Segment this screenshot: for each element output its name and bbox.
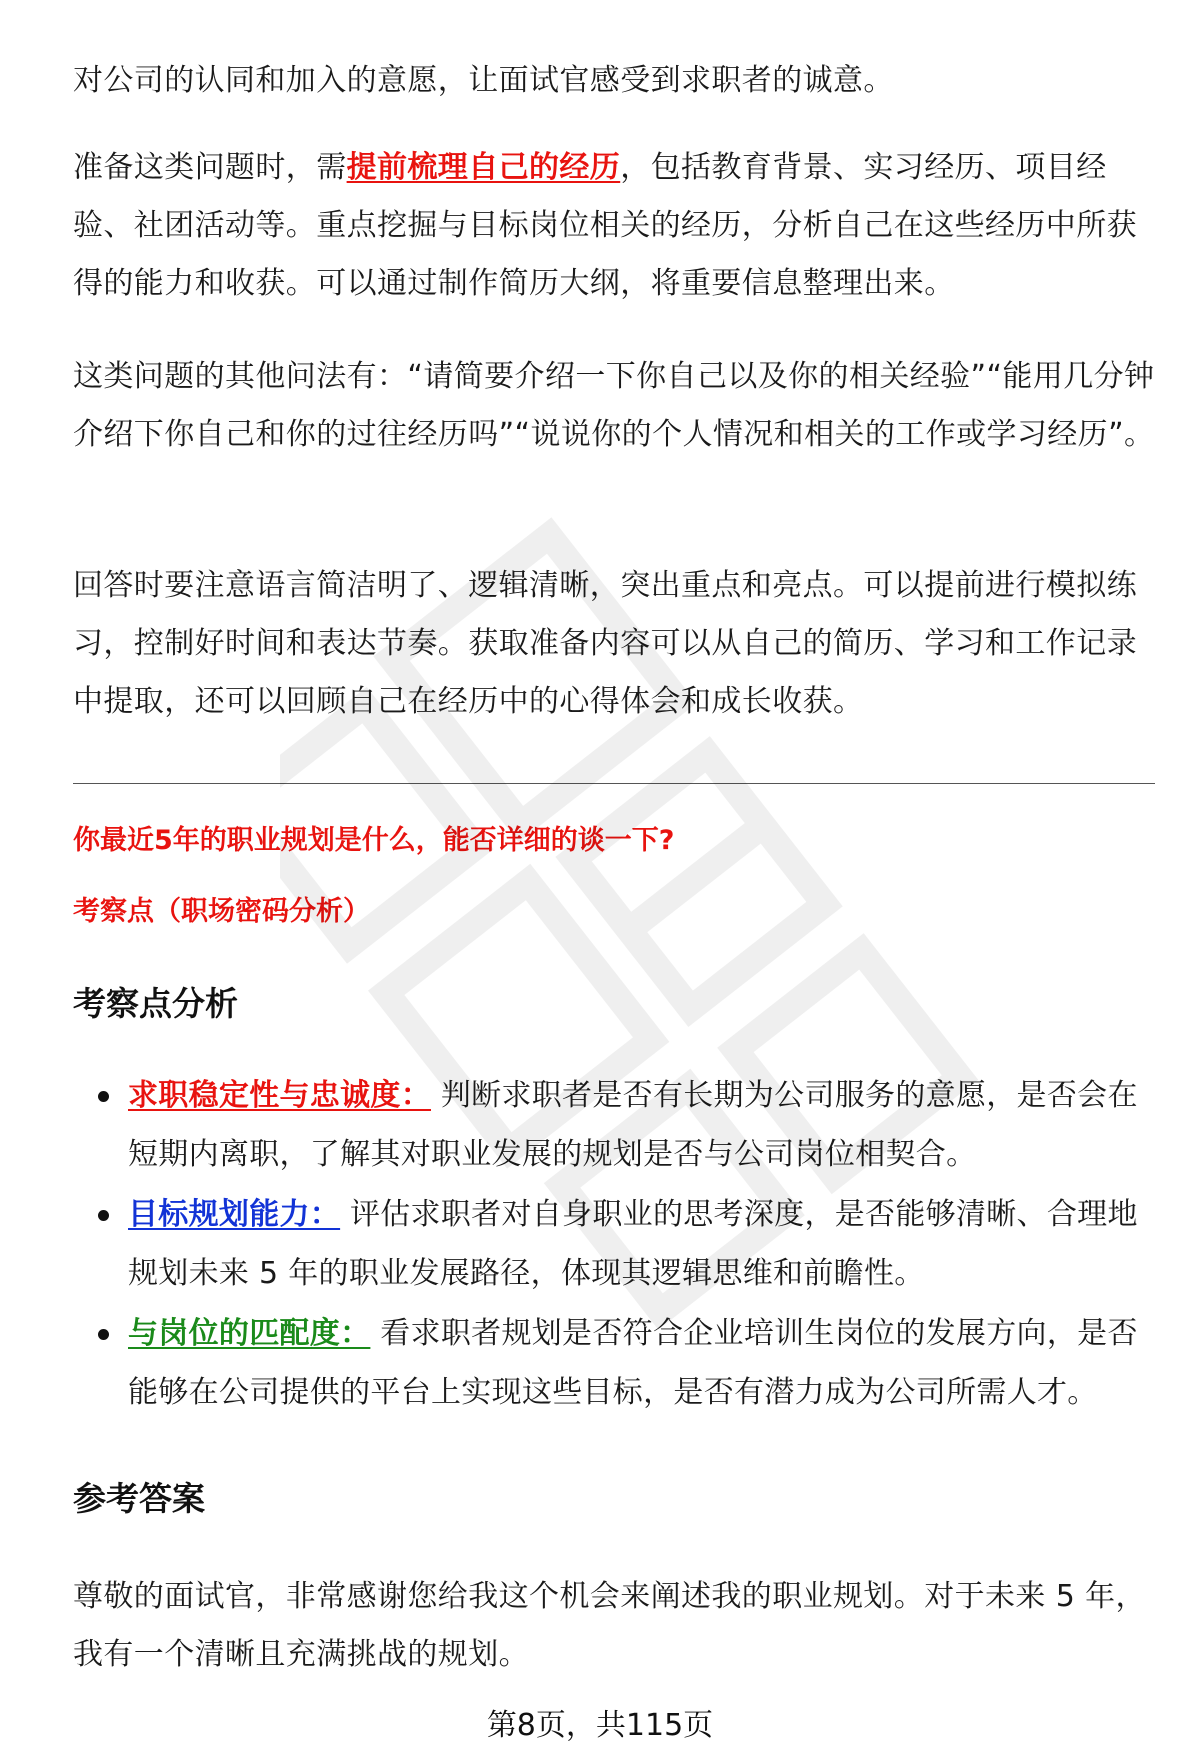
paragraph: 这类问题的其他问法有：“请简要介绍一下你自己以及你的相关经验”“能用几分钟介绍下你自己和你的过往经历吗”“说说你的个人情况和相关的工作或学习经历”。 — [73, 359, 1155, 452]
highlighted-phrase: 提前梳理自己的经历 — [346, 150, 621, 185]
bullet-icon — [98, 1210, 109, 1221]
list-item — [73, 1066, 1155, 1184]
list-item — [73, 1185, 1155, 1303]
point-label: 目标规划能力： — [128, 1197, 341, 1232]
answer-paragraph: 尊敬的面试官，非常感谢您给我这个机会来阐述我的职业规划。对于未来 5 年，我有一个清晰且充满挑战的规划。 — [73, 1579, 1146, 1672]
point-label: 求职稳定性与忠诚度： — [128, 1078, 431, 1113]
paragraph: 回答时要注意语言简洁明了、逻辑清晰，突出重点和亮点。可以提前进行模拟练习，控制好时间和表达节奏。获取准备内容可以从自己的简历、学习和工作记录中提取，还可以回顾自己在经历中的心得体会和成长收获。 — [73, 568, 1137, 719]
paragraph-text: ，包括教育背景、实习经历、项目经验、社团活动等。重点挖掘与目标岗位相关的经历，分析自己在这些经历中所获得的能力和收获。可以通过制作简历大纲，将重要信息整理出来。 — [73, 150, 1137, 301]
page-number: 第8页，共115页 — [486, 1708, 714, 1743]
point-label: 与岗位的匹配度： — [128, 1316, 371, 1351]
section-divider — [73, 783, 1155, 784]
bullet-icon — [98, 1329, 109, 1340]
answer-heading: 参考答案 — [73, 1479, 205, 1518]
paragraph — [73, 139, 1155, 313]
point-text: 判断求职者是否有长期为公司服务的意愿，是否会在短期内离职，了解其对职业发展的规划是否与公司岗位相契合。 — [128, 1078, 1138, 1172]
analysis-list — [73, 1066, 1155, 1423]
bullet-icon — [98, 1091, 109, 1102]
analysis-heading: 考察点分析 — [73, 984, 238, 1023]
paragraph-text: 准备这类问题时，需 — [73, 150, 347, 185]
question-subtitle: 考察点（职场密码分析） — [73, 896, 370, 927]
point-text: 评估求职者对自身职业的思考深度，是否能够清晰、合理地规划未来 5 年的职业发展路径，体现其逻辑思维和前瞻性。 — [128, 1197, 1138, 1291]
paragraph: 对公司的认同和加入的意愿，让面试官感受到求职者的诚意。 — [73, 63, 894, 98]
list-item — [73, 1304, 1155, 1422]
point-text: 看求职者规划是否符合企业培训生岗位的发展方向，是否能够在公司提供的平台上实现这些目标，是否有潜力成为公司所需人才。 — [128, 1316, 1138, 1410]
question-title: 你最近5年的职业规划是什么，能否详细的谈一下? — [73, 825, 675, 856]
